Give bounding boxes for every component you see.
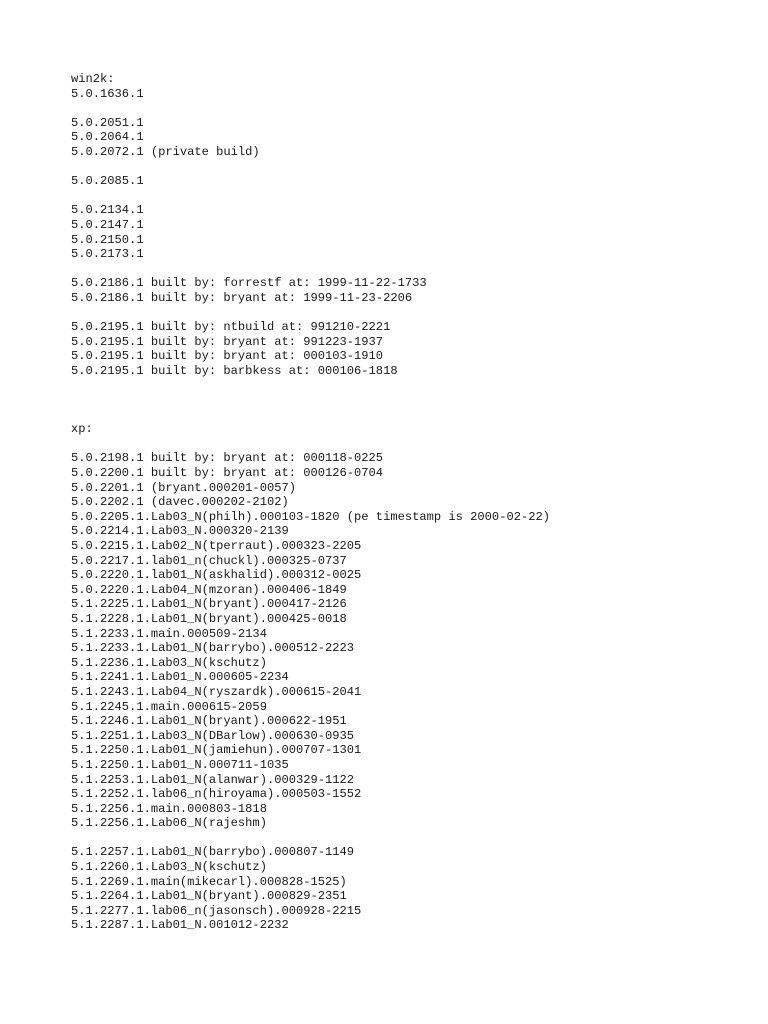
version-line: 5.0.2173.1 [71,247,144,262]
version-line: 5.1.2233.1.main.000509-2134 [71,626,267,641]
version-line: 5.0.2051.1 [71,115,144,130]
version-line: 5.1.2256.1.main.000803-1818 [71,801,267,816]
blank-line [71,306,761,321]
blank-line [71,393,761,408]
blank-line [71,378,761,393]
blank-line [71,437,761,452]
version-line: 5.0.2220.1.lab01_N(askhalid).000312-0025 [71,568,362,583]
version-line: 5.1.2251.1.Lab03_N(DBarlow).000630-0935 [71,728,355,743]
section-heading-xp: xp: [71,422,93,437]
version-line: 5.0.2202.1 (davec.000202-2102) [71,495,289,510]
blank-line [71,160,761,175]
version-line: 5.0.2134.1 [71,203,144,218]
version-line: 5.1.2277.1.lab06_n(jasonsch).000928-2215 [71,903,362,918]
blank-line [71,831,761,846]
version-line: 5.1.2246.1.Lab01_N(bryant).000622-1951 [71,714,347,729]
version-line: 5.0.2064.1 [71,130,144,145]
version-line: 5.1.2260.1.Lab03_N(kschutz) [71,860,267,875]
version-line: 5.1.2269.1.main(mikecarl).000828-1525) [71,874,347,889]
version-line: 5.1.2241.1.Lab01_N.000605-2234 [71,670,289,685]
version-line: 5.0.2205.1.Lab03_N(philh).000103-1820 (pe timestamp is 2000-02-22) [71,509,550,524]
version-line: 5.1.2287.1.Lab01_N.001012-2232 [71,918,289,933]
section-heading-win2k: win2k: [71,72,115,86]
blank-line [71,262,761,277]
version-line: 5.1.2253.1.Lab01_N(alanwar).000329-1122 [71,772,355,787]
version-line: 5.0.2085.1 [71,174,144,189]
version-line: 5.1.2245.1.main.000615-2059 [71,699,267,714]
version-line: 5.0.2150.1 [71,232,144,247]
version-line: 5.1.2228.1.Lab01_N(bryant).000425-0018 [71,611,347,626]
version-line: 5.0.2215.1.Lab02_N(tperraut).000323-2205 [71,539,362,553]
version-line: 5.0.2195.1 built by: barbkess at: 000106-1818 [71,363,398,378]
version-line: 5.0.2186.1 built by: bryant at: 1999-11-23-2206 [71,290,413,305]
version-line: 5.1.2233.1.Lab01_N(barrybo).000512-2223 [71,641,355,656]
version-line: 5.0.2217.1.lab01_n(chuckl).000325-0737 [71,553,347,568]
version-line: 5.1.2225.1.Lab01_N(bryant).000417-2126 [71,597,347,612]
version-line: 5.0.2195.1 built by: ntbuild at: 991210-2221 [71,320,391,335]
version-line: 5.0.2220.1.Lab04_N(mzoran).000406-1849 [71,582,347,597]
version-line: 5.0.2200.1 built by: bryant at: 000126-0704 [71,466,384,481]
version-line: 5.0.2198.1 built by: bryant at: 000118-0225 [71,451,384,466]
version-line: 5.0.2214.1.Lab03_N.000320-2139 [71,524,289,539]
version-line: 5.0.2195.1 built by: bryant at: 000103-1910 [71,349,384,364]
version-line: 5.1.2250.1.Lab01_N.000711-1035 [71,757,289,772]
document-body [71,72,761,933]
version-line: 5.1.2243.1.Lab04_N(ryszardk).000615-2041 [71,684,362,699]
version-line: 5.0.1636.1 [71,86,144,101]
version-line: 5.0.2186.1 built by: forrestf at: 1999-11-22-1733 [71,276,427,291]
version-line: 5.0.2147.1 [71,217,144,232]
version-line: 5.1.2256.1.Lab06_N(rajeshm) [71,816,267,831]
version-line: 5.0.2072.1 (private build) [71,144,260,159]
version-line: 5.1.2257.1.Lab01_N(barrybo).000807-1149 [71,845,355,860]
version-line: 5.1.2252.1.lab06_n(hiroyama).000503-1552 [71,787,362,802]
version-line: 5.1.2236.1.Lab03_N(kschutz) [71,655,267,670]
version-line: 5.0.2201.1 (bryant.000201-0057) [71,480,296,495]
blank-line [71,101,761,116]
version-line: 5.1.2250.1.Lab01_N(jamiehun).000707-1301 [71,743,362,758]
version-line: 5.1.2264.1.Lab01_N(bryant).000829-2351 [71,889,347,904]
blank-line [71,408,761,423]
version-line: 5.0.2195.1 built by: bryant at: 991223-1937 [71,334,384,349]
blank-line [71,189,761,204]
